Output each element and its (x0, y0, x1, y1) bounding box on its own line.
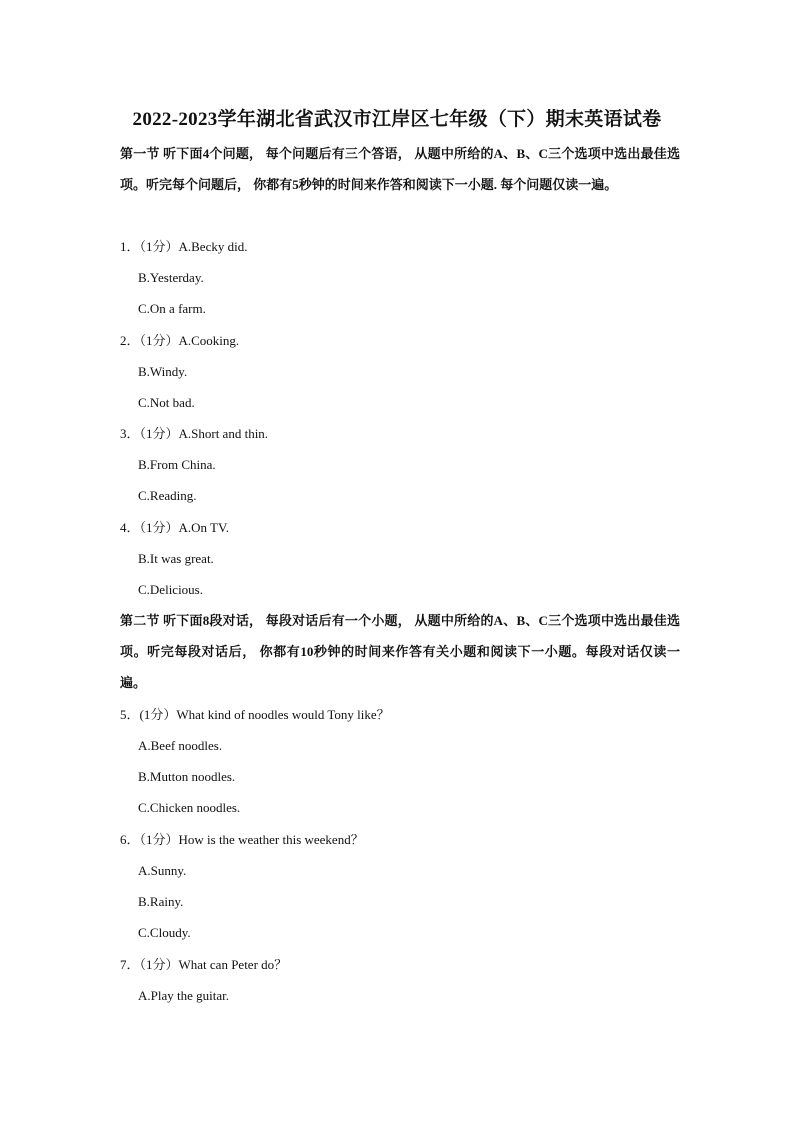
question-1: 1．（1分）A.Becky did. (120, 239, 248, 254)
question-3: 3．（1分）A.Short and thin. (120, 426, 269, 441)
question-6-option-c: C.Cloudy. (138, 925, 191, 940)
question-3-option-b: B.From China. (138, 457, 216, 472)
question-6-option-b: B.Rainy. (138, 894, 184, 909)
question-4-option-c: C.Delicious. (138, 582, 203, 597)
question-1-option-c: C.On a farm. (138, 301, 206, 316)
section-1-instructions: 第一节 听下面4个问题， 每个问题后有三个答语， 从题中所给的A、B、C三个选项中选出最佳选项。听完每个问题后， 你都有5秒钟的时间来作答和阅读下一小题. 每个问题仅读一遍。 (120, 146, 680, 192)
question-5-option-c: C.Chicken noodles. (138, 800, 241, 815)
question-6: 6．（1分）How is the weather this weekend？ (120, 832, 364, 847)
question-2-option-b: B.Windy. (138, 364, 188, 379)
exam-title: 2022-2023学年湖北省武汉市江岸区七年级（下）期末英语试卷 (132, 109, 662, 130)
question-7-option-a: A.Play the guitar. (138, 988, 229, 1003)
question-3-option-c: C.Reading. (138, 488, 197, 503)
question-5: 5．(1分）What kind of noodles would Tony like？ (120, 707, 390, 722)
question-5-option-b: B.Mutton noodles. (138, 769, 236, 784)
question-4: 4．（1分）A.On TV. (120, 520, 229, 535)
section-2-instructions: 第二节 听下面8段对话， 每段对话后有一个小题， 从题中所给的A、B、C三个选项中选出最佳选项。听完每段对话后， 你都有10秒钟的时间来作答有关小题和阅读下一小题。每段对话仅读一遍。 (120, 613, 680, 690)
question-4-option-b: B.It was great. (138, 551, 214, 566)
question-5-option-a: A.Beef noodles. (138, 738, 223, 753)
question-7: 7．（1分）What can Peter do？ (120, 957, 288, 972)
question-2-option-c: C.Not bad. (138, 395, 195, 410)
question-6-option-a: A.Sunny. (138, 863, 187, 878)
question-1-option-b: B.Yesterday. (138, 270, 204, 285)
question-2: 2．（1分）A.Cooking. (120, 333, 240, 348)
